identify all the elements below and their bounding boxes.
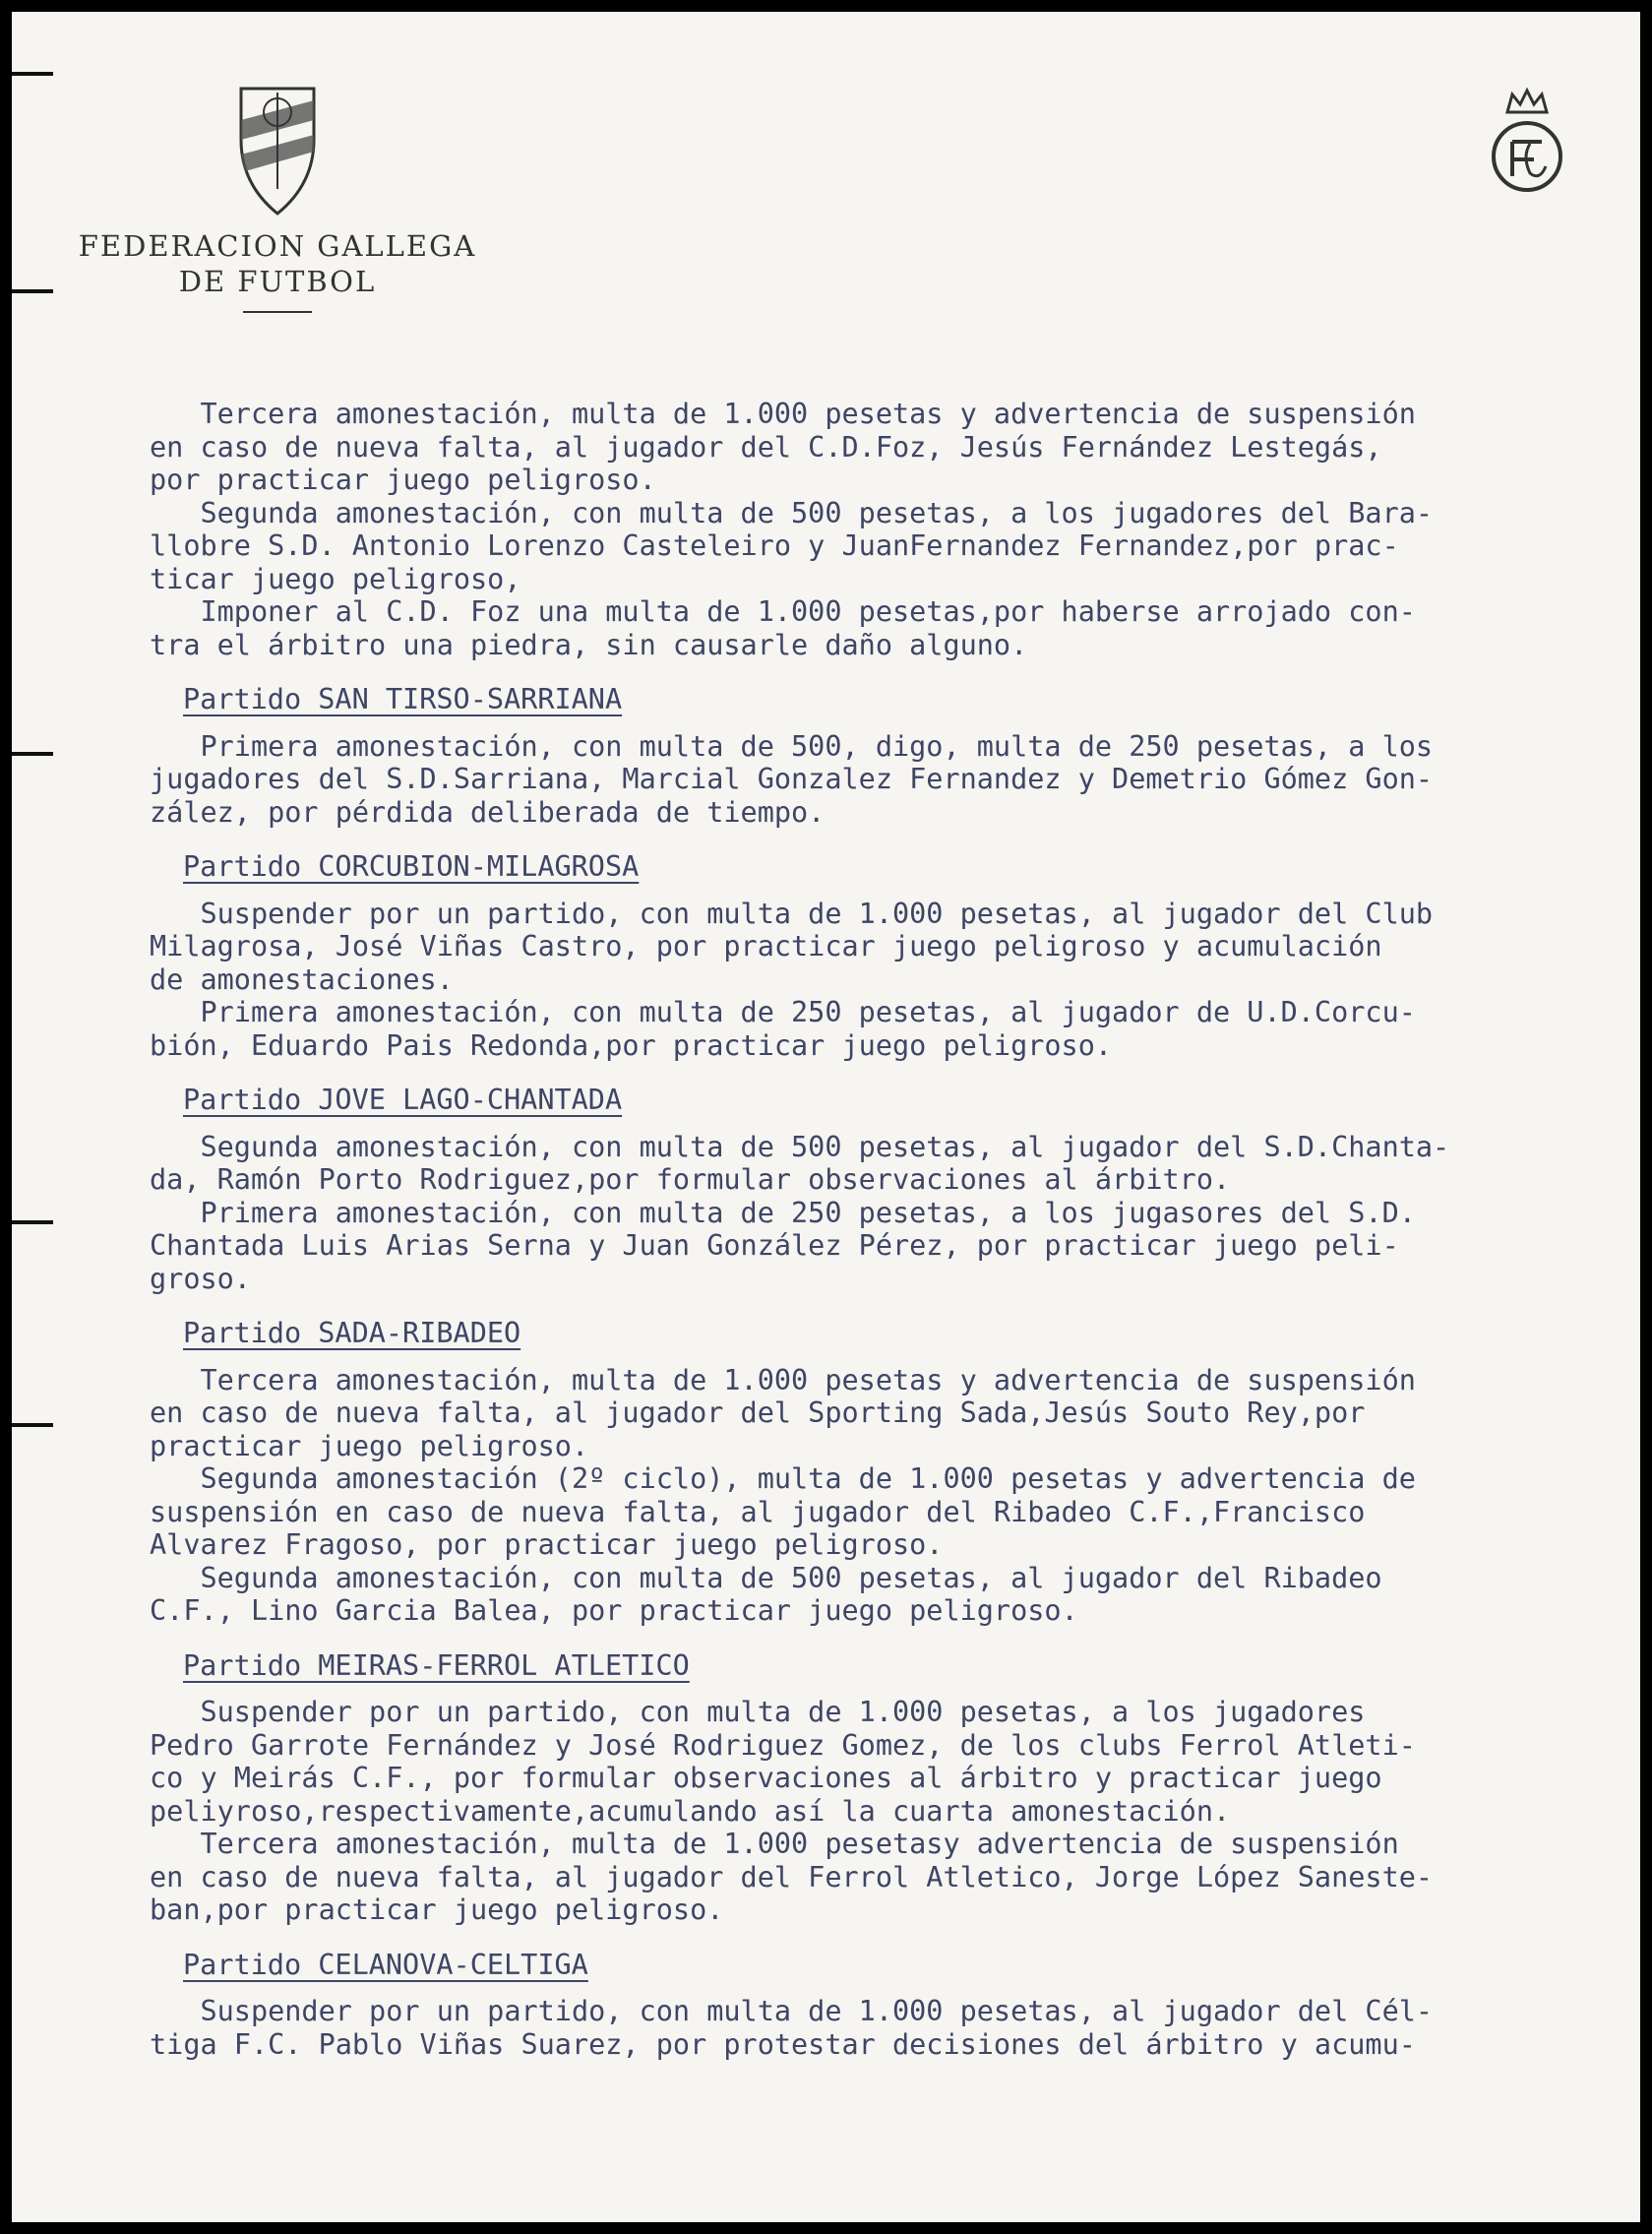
text-line: Segunda amonestación, con multa de 500 pesetas, al jugador del Ribadeo [150, 1561, 1382, 1594]
federation-header [71, 81, 484, 313]
text-line: Tercera amonestación, multa de 1.000 pesetasy advertencia de suspensión [150, 1828, 1399, 1860]
text-line: de amonestaciones. [150, 962, 454, 996]
sada-section [150, 1317, 1640, 1628]
text-line: Suspender por un partido, con multa de 1.000 pesetas, al jugador del Club [150, 897, 1434, 930]
intro-section [150, 398, 1640, 661]
text-line: suspensión en caso de nueva falta, al jugador del Ribadeo C.F.,Francisco [150, 1495, 1366, 1528]
binder-tab [12, 289, 53, 293]
text-line: por practicar juego peligroso. [150, 464, 656, 496]
federation-name-line2: DE FUTBOL [178, 265, 377, 298]
text-line: Primera amonestación, con multa de 250 pesetas, a los jugasores del S.D. [150, 1196, 1416, 1229]
text-line: da, Ramón Porto Rodriguez,por formular observaciones al árbitro. [150, 1163, 1231, 1196]
text-line: Segunda amonestación, con multa de 500 pesetas, al jugador del S.D.Chanta- [150, 1130, 1450, 1163]
real-federacion-crown-crest-icon [1483, 83, 1571, 201]
text-line: Suspender por un partido, con multa de 1.000 pesetas, a los jugadores [150, 1696, 1366, 1728]
text-line: Pedro Garrote Fernández y José Rodriguez Gomez, de los clubs Ferrol Atleti- [150, 1728, 1416, 1762]
section-heading: Partido MEIRAS-FERROL ATLETICO [183, 1648, 690, 1682]
federation-name-line1: FEDERACION GALLEGA [78, 229, 477, 263]
section-heading: Partido CORCUBION-MILAGROSA [183, 850, 640, 883]
text-line: Primera amonestación, con multa de 250 pesetas, al jugador de U.D.Corcu- [150, 996, 1416, 1028]
binder-tab [12, 1220, 53, 1224]
text-line: ban,por practicar juego peligroso. [150, 1893, 724, 1926]
corcubion-section [150, 850, 1640, 1062]
section-heading: Partido SADA-RIBADEO [183, 1317, 521, 1349]
text-line: Segunda amonestación (2º ciclo), multa de 1.000 pesetas y advertencia de [150, 1462, 1416, 1495]
text-line: tra el árbitro una piedra, sin causarle daño alguno. [150, 628, 1028, 661]
binder-tab [12, 752, 53, 756]
binder-tab [12, 1423, 53, 1427]
text-line: ticar juego peligroso, [150, 562, 521, 595]
text-line: en caso de nueva falta, al jugador del Ferrol Atletico, Jorge López Saneste- [150, 1860, 1434, 1893]
text-line: peliyroso,respectivamente,acumulando así la cuarta amonestación. [150, 1794, 1231, 1828]
text-line: Tercera amonestación, multa de 1.000 pesetas y advertencia de suspensión [150, 398, 1416, 430]
text-line: Suspender por un partido, con multa de 1.000 pesetas, al jugador del Cél- [150, 1995, 1434, 2027]
text-line: zález, por pérdida deliberada de tiempo. [150, 795, 826, 829]
section-heading: Partido JOVE LAGO-CHANTADA [183, 1084, 623, 1116]
text-line: Primera amonestación, con multa de 500, digo, multa de 250 pesetas, a los [150, 729, 1434, 763]
meiras-section [150, 1649, 1640, 1927]
text-line: en caso de nueva falta, al jugador del Sporting Sada,Jesús Souto Rey,por [150, 1396, 1366, 1429]
text-line: tiga F.C. Pablo Viñas Suarez, por protestar decisiones del árbitro y acumu- [150, 2027, 1416, 2061]
text-line: bión, Eduardo Pais Redonda,por practicar juego peligroso. [150, 1028, 1113, 1062]
header-divider [243, 311, 312, 313]
text-line: Tercera amonestación, multa de 1.000 pesetas y advertencia de suspensión [150, 1363, 1416, 1396]
document-body [150, 398, 1640, 2061]
text-line: co y Meirás C.F., por formular observaciones al árbitro y practicar juego [150, 1762, 1382, 1794]
celanova-section [150, 1949, 1640, 2062]
jove-lago-section [150, 1084, 1640, 1295]
text-line: llobre S.D. Antonio Lorenzo Casteleiro y JuanFernandez Fernandez,por prac- [150, 529, 1399, 562]
federacion-gallega-shield-icon [233, 81, 322, 218]
text-line: groso. [150, 1262, 251, 1295]
binder-tab [12, 72, 53, 76]
text-line: Chantada Luis Arias Serna y Juan González Pérez, por practicar juego peli- [150, 1229, 1399, 1262]
section-heading: Partido CELANOVA-CELTIGA [183, 1948, 588, 1981]
document-page [12, 12, 1640, 2222]
san-tirso-section [150, 683, 1640, 829]
text-line: en caso de nueva falta, al jugador del C.D.Foz, Jesús Fernández Lestegás, [150, 430, 1382, 464]
section-heading: Partido SAN TIRSO-SARRIANA [183, 683, 623, 715]
text-line: Milagrosa, José Viñas Castro, por practicar juego peligroso y acumulación [150, 930, 1382, 962]
text-line: practicar juego peligroso. [150, 1429, 589, 1462]
text-line: Imponer al C.D. Foz una multa de 1.000 pesetas,por haberse arrojado con- [150, 595, 1416, 628]
text-line: C.F., Lino Garcia Balea, por practicar juego peligroso. [150, 1594, 1078, 1627]
text-line: Alvarez Fragoso, por practicar juego peligroso. [150, 1528, 944, 1561]
text-line: Segunda amonestación, con multa de 500 pesetas, a los jugadores del Bara- [150, 496, 1434, 529]
text-line: jugadores del S.D.Sarriana, Marcial Gonzalez Fernandez y Demetrio Gómez Gon- [150, 763, 1434, 795]
